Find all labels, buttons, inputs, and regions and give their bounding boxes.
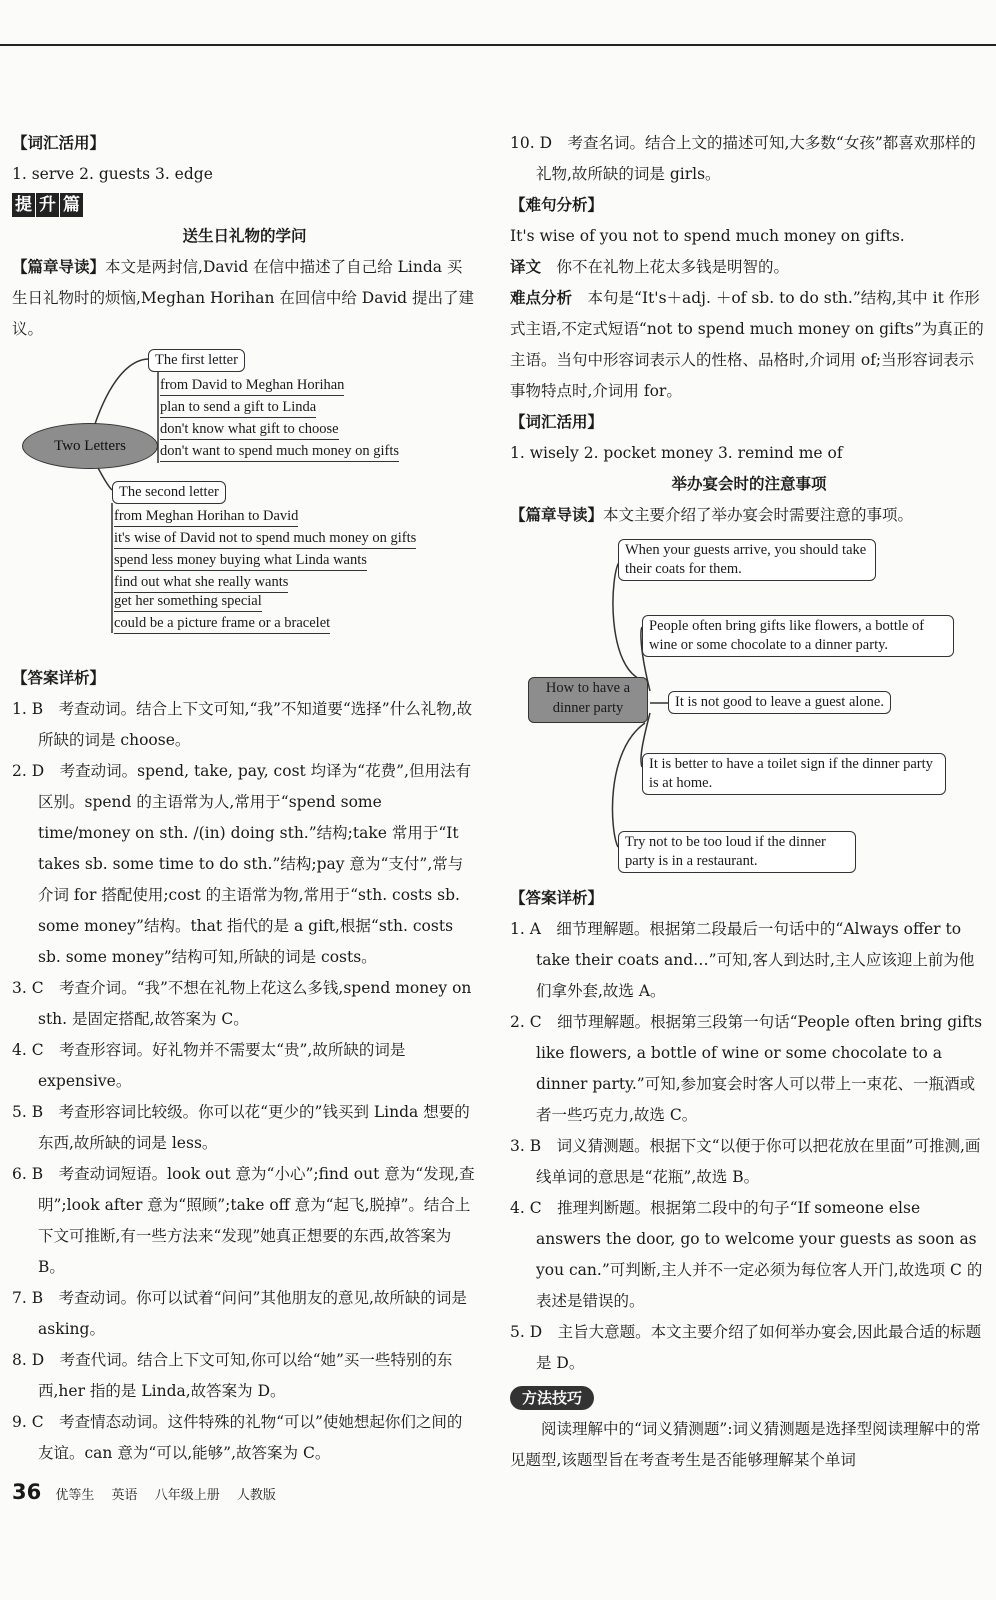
first-letter-item: from David to Meghan Horihan [160,375,344,396]
answer-item: 9. C 考查情态动词。这件特殊的礼物“可以”使她想起你们之间的友谊。can 意为“可以,能够”,故答案为 C。 [12,1413,463,1462]
second-letter-item: find out what she really wants [114,572,288,593]
first-letter-item: plan to send a gift to Linda [160,397,316,418]
second-letter-box: The second letter [112,481,226,504]
answer-item-10: 10. D 考查名词。结合上文的描述可知,大多数“女孩”都喜欢那样的礼物,故所缺的词是 girls。 [510,134,976,183]
vocab-heading: 【词汇活用】 [12,134,106,152]
section-tag-char: 篇 [60,193,83,217]
second-letter-item: spend less money buying what Linda wants [114,550,367,571]
footer-series: 优等生 [55,1488,95,1503]
difficulty-text: 本句是“It's＋adj. ＋of sb. to do sth.”结构,其中 it 作形式主语,不定式短语“not to spend much money on gifts”为真正的主语。当句中形容词表示人的性格、品格时,介词用 of;当形容词表示事物特点时,介词用 for。 [510,289,984,400]
tip-box: People often bring gifts like flowers, a bottle of wine or some chocolate to a dinner party. [642,615,954,657]
letters-mindmap [12,345,477,663]
answer-item: 7. B 考查动词。你可以试着“问问”其他朋友的意见,故所缺的词是 asking。 [12,1289,467,1338]
second-letter-item: could be a picture frame or a bracelet [114,613,330,634]
answer-item: 5. B 考查形容词比较级。你可以花“更少的”钱买到 Linda 想要的东西,故所缺的词是 less。 [12,1103,470,1152]
translation-text: 你不在礼物上花太多钱是明智的。 [556,258,790,276]
guide-text-2: 本文主要介绍了举办宴会时需要注意的事项。 [603,506,914,524]
guide-paragraph-2 [510,500,988,531]
mindmap-center-2: How to have a dinner party [528,677,648,723]
guide-heading: 【篇章导读】 [12,258,106,276]
top-rule [0,44,996,46]
answers-heading-2: 【答案详析】 [510,889,604,907]
first-letter-item: don't want to spend much money on gifts [160,441,399,462]
guide-text: 本文是两封信,David 在信中描述了自己给 Linda 买生日礼物时的烦恼,Meghan Horihan 在回信中给 David 提出了建议。 [12,258,475,338]
translation [510,252,988,283]
tip-box: It is not good to leave a guest alone. [668,691,891,714]
hard-sentence: It's wise of you not to spend much money on gifts. [510,227,905,245]
translation-label: 译文 [510,258,542,276]
answer-item: 2. D 考查动词。spend, take, pay, cost 均译为“花费”,但用法有区别。spend 的主语常为人,常用于“spend some time/money on sth. /(in) doing sth.”结构;take 常用于“It takes sb. some time to do sth.”结构;pay 意为“支付”,常与介词 for 搭配使用;cost 的主语常为物,常用于“sth. costs sb. some money”结构。that 指代的是 a gift,根据“sth. costs sb. some money”结构可知,所缺的词是 costs。 [12,762,471,966]
page-footer [12,1480,276,1504]
tips-badge-row [510,1383,988,1414]
answer-item: 2. C 细节理解题。根据第三段第一句话“People often bring gifts like flowers, a bottle of wine or some chocolate to a dinner party.”可知,参加宴会时客人可以带上一束花、一瓶酒或者一些巧克力,故选 C。 [510,1013,983,1124]
answer-item: 8. D 考查代词。结合上下文可知,你可以给“她”买一些特别的东西,her 指的是 Linda,故答案为 D。 [12,1351,453,1400]
tip-box: When your guests arrive, you should take their coats for them. [618,539,876,581]
difficulty-label: 难点分析 [510,289,573,307]
difficulty-analysis [510,283,988,407]
first-letter-box: The first letter [148,349,245,372]
mindmap-center: Two Letters [22,423,158,469]
article-title-2: 举办宴会时的注意事项 [671,475,827,493]
footer-grade: 八年级上册 [154,1488,220,1503]
answer-item: 3. C 考查介词。“我”不想在礼物上花这么多钱,spend money on sth. 是固定搭配,故答案为 C。 [12,979,472,1028]
second-letter-item: get her something special [114,591,262,612]
guide-paragraph [12,252,477,345]
answer-item: 5. D 主旨大意题。本文主要介绍了如何举办宴会,因此最合适的标题是 D。 [510,1323,982,1372]
answer-item: 1. A 细节理解题。根据第二段最后一句话中的“Always offer to take their coats and…”可知,客人到达时,主人应该迎上前为他们拿外套,故选 A。 [510,920,975,1000]
footer-edition: 人教版 [236,1488,276,1503]
tip-box: It is better to have a toilet sign if the dinner party is at home. [642,753,946,795]
right-column [510,128,988,1476]
vocab-answers: 1. serve 2. guests 3. edge [12,165,213,183]
tips-text: 阅读理解中的“词义猜测题”:词义猜测题是选择型阅读理解中的常见题型,该题型旨在考查考生是否能够理解某个单词 [510,1420,981,1469]
tips-badge: 方法技巧 [510,1386,594,1410]
first-letter-item: don't know what gift to choose [160,419,339,440]
hard-sentence-heading: 【难句分析】 [510,196,604,214]
guide-heading-2: 【篇章导读】 [510,506,604,524]
section-tag [12,190,477,221]
second-letter-item: it's wise of David not to spend much money on gifts [114,528,416,549]
vocab-answers-2: 1. wisely 2. pocket money 3. remind me of [510,444,843,462]
answer-item: 6. B 考查动词短语。look out 意为“小心”;find out 意为“发现,查明”;look after 意为“照顾”;take off 意为“起飞,脱掉”。结合上下文可推断,有一些方法来“发现”她真正想要的东西,故答案为 B。 [12,1165,475,1276]
section-tag-char: 提 [12,193,35,217]
second-letter-item: from Meghan Horihan to David [114,506,298,527]
dinner-mindmap [510,531,988,883]
answer-item: 4. C 推理判断题。根据第二段中的句子“If someone else answers the door, go to welcome your guests as soon as you can.”可判断,主人并不一定必须为每位客人开门,故选项 C 的表述是错误的。 [510,1199,983,1310]
answer-item: 3. B 词义猜测题。根据下文“以便于你可以把花放在里面”可推测,画线单词的意思是“花瓶”,故选 B。 [510,1137,981,1186]
answers-heading: 【答案详析】 [12,669,106,687]
article-title: 送生日礼物的学问 [182,227,307,245]
page-number: 36 [12,1480,42,1504]
answer-item: 4. C 考查形容词。好礼物并不需要太“贵”,故所缺的词是 expensive。 [12,1041,406,1090]
answer-item: 1. B 考查动词。结合上下文可知,“我”不知道要“选择”什么礼物,故所缺的词是 choose。 [12,700,473,749]
footer-subject: 英语 [111,1488,138,1503]
section-tag-char: 升 [36,193,59,217]
left-column [12,128,477,1469]
vocab-heading-2: 【词汇活用】 [510,413,604,431]
tip-box: Try not to be too loud if the dinner party is in a restaurant. [618,831,856,873]
